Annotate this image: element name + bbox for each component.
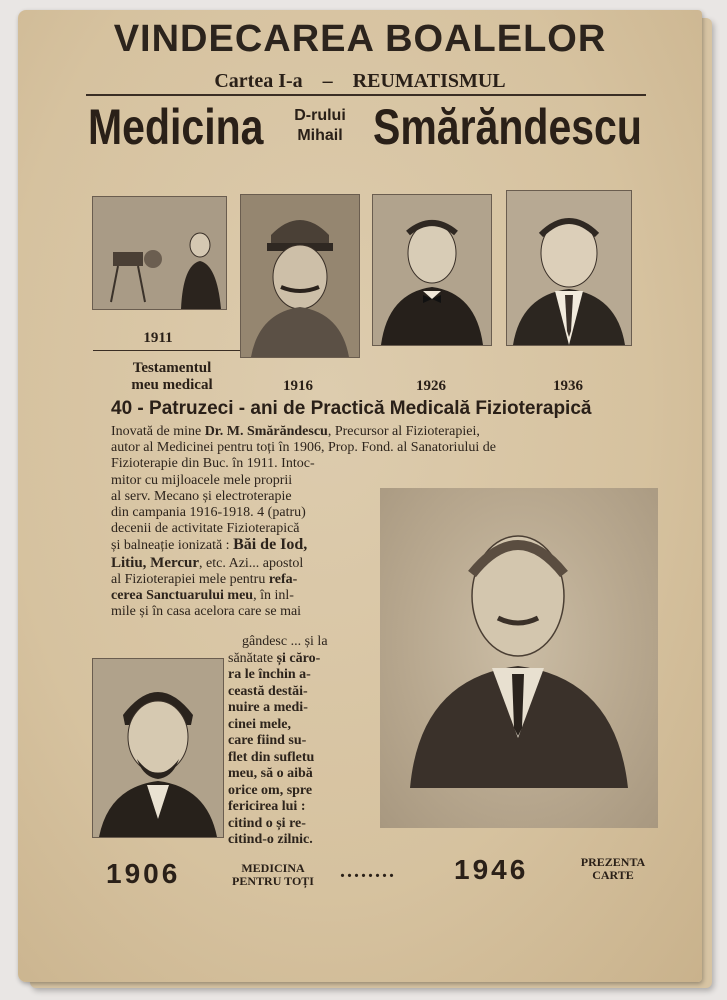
dedication-column [228, 634, 378, 849]
text-line [111, 424, 651, 440]
military-portrait-icon [241, 195, 359, 357]
doctor-name: Dr. M. Smărăndescu [204, 424, 328, 439]
text-span: , etc. Azi... apostol [199, 555, 304, 571]
text-span: al Fizioterapiei mele pentru [111, 571, 269, 587]
title-drului: D-rului [294, 107, 346, 124]
book-cover [18, 10, 702, 982]
footer-medicina [218, 862, 328, 888]
text-span: Inovată de mine [111, 424, 205, 439]
footer-prezenta-line-2: CARTE [592, 868, 634, 882]
text-line: autor al Medicinei pentru toți în 1906, Prop. Fond. al Sanatoriului de [111, 440, 496, 456]
practice-heading: 40 - Patruzeci - ani de Practică Medicală Fizioterapică [111, 398, 592, 419]
text-line: care fiind su- [228, 733, 307, 748]
photo-1911 [92, 196, 227, 310]
photo-1926-year: 1926 [416, 378, 446, 394]
text-line [228, 651, 378, 668]
photo-1911-year: 1911 [143, 330, 173, 346]
photo-1916-year: 1916 [283, 378, 313, 394]
caption-divider [93, 350, 243, 351]
portrait-young-icon [93, 659, 223, 837]
footer-medicina-line-1: MEDICINA [241, 861, 305, 875]
footer-year-end: 1946 [454, 854, 529, 885]
testament-line-2: meu medical [131, 377, 213, 393]
text-line: flet din sufletu [228, 749, 315, 765]
portrait-bowtie-icon [373, 195, 491, 345]
photo-1916 [240, 194, 360, 358]
text-line: orice om, spre [228, 782, 313, 798]
text-span: sănătate [228, 650, 277, 666]
photo-1926 [372, 194, 492, 346]
text-line: gândesc ... și la [242, 634, 328, 649]
series-title: VINDECAREA BOALELOR [113, 18, 607, 60]
text-line: meu, să o aibă [228, 766, 313, 781]
text-line: mitor cu mijloacele mele proprii [111, 472, 293, 488]
text-line: citind o și re- [228, 815, 306, 831]
subtitle-dash: – [322, 70, 333, 92]
text-span: , în inl- [253, 588, 294, 604]
text-line: al serv. Mecano și electroterapie [111, 488, 292, 504]
text-line: fericirea lui : [228, 799, 306, 814]
title-mihail: Mihail [297, 127, 343, 144]
text-line: din campania 1916-1918. 4 (patru) [111, 505, 306, 521]
text-span: și balneație ionizată : [111, 538, 234, 554]
text-line: mile și în casa acelora care se mai [111, 604, 302, 620]
footer-year-start: 1906 [106, 858, 181, 889]
text-line: Fizioterapie din Buc. în 1911. Intoc- [111, 456, 315, 472]
photo-1906 [92, 658, 224, 838]
text-line: cinei mele, [228, 716, 291, 732]
portrait-elder-icon [380, 488, 658, 828]
bath-lithium-mercury: Litiu, Mercur [111, 554, 200, 571]
text-bold: refa- [268, 571, 298, 587]
testament-caption [112, 360, 232, 394]
text-line: ra le închin a- [228, 667, 311, 682]
footer-prezenta [568, 856, 658, 882]
title-surname: Smărăndescu [373, 99, 642, 155]
text-span: , Precursor al Fizioterapiei, [327, 424, 480, 439]
text-line: ceastă destăi- [228, 683, 308, 699]
footer-prezenta-line-1: PREZENTA [580, 855, 646, 869]
large-portrait [380, 488, 658, 828]
photo-1936 [506, 190, 632, 346]
text-line: citind-o zilnic. [228, 832, 313, 847]
book-subject: REUMATISMUL [352, 70, 506, 92]
title-doctor-name [280, 106, 360, 146]
photo-1936-year: 1936 [553, 378, 583, 394]
text-line: decenii de activitate Fizioterapică [111, 521, 300, 537]
title-medicina: Medicina [88, 99, 264, 155]
text-span: și căro- [276, 650, 321, 666]
footer-dots: ........ [340, 860, 396, 882]
text-bold: cerea Sanctuarului meu [111, 588, 254, 604]
testament-line-1: Testamentul [132, 360, 212, 376]
equipment-scene-icon [93, 197, 226, 309]
book-number: Cartea I-a [214, 70, 303, 92]
portrait-tie-icon [507, 191, 631, 345]
footer-medicina-line-2: PENTRU TOȚI [232, 874, 314, 888]
text-line: nuire a medi- [228, 700, 308, 715]
title-divider [86, 94, 646, 96]
book-subtitle [18, 70, 702, 93]
bath-iodine: Băi de Iod, [233, 536, 308, 554]
